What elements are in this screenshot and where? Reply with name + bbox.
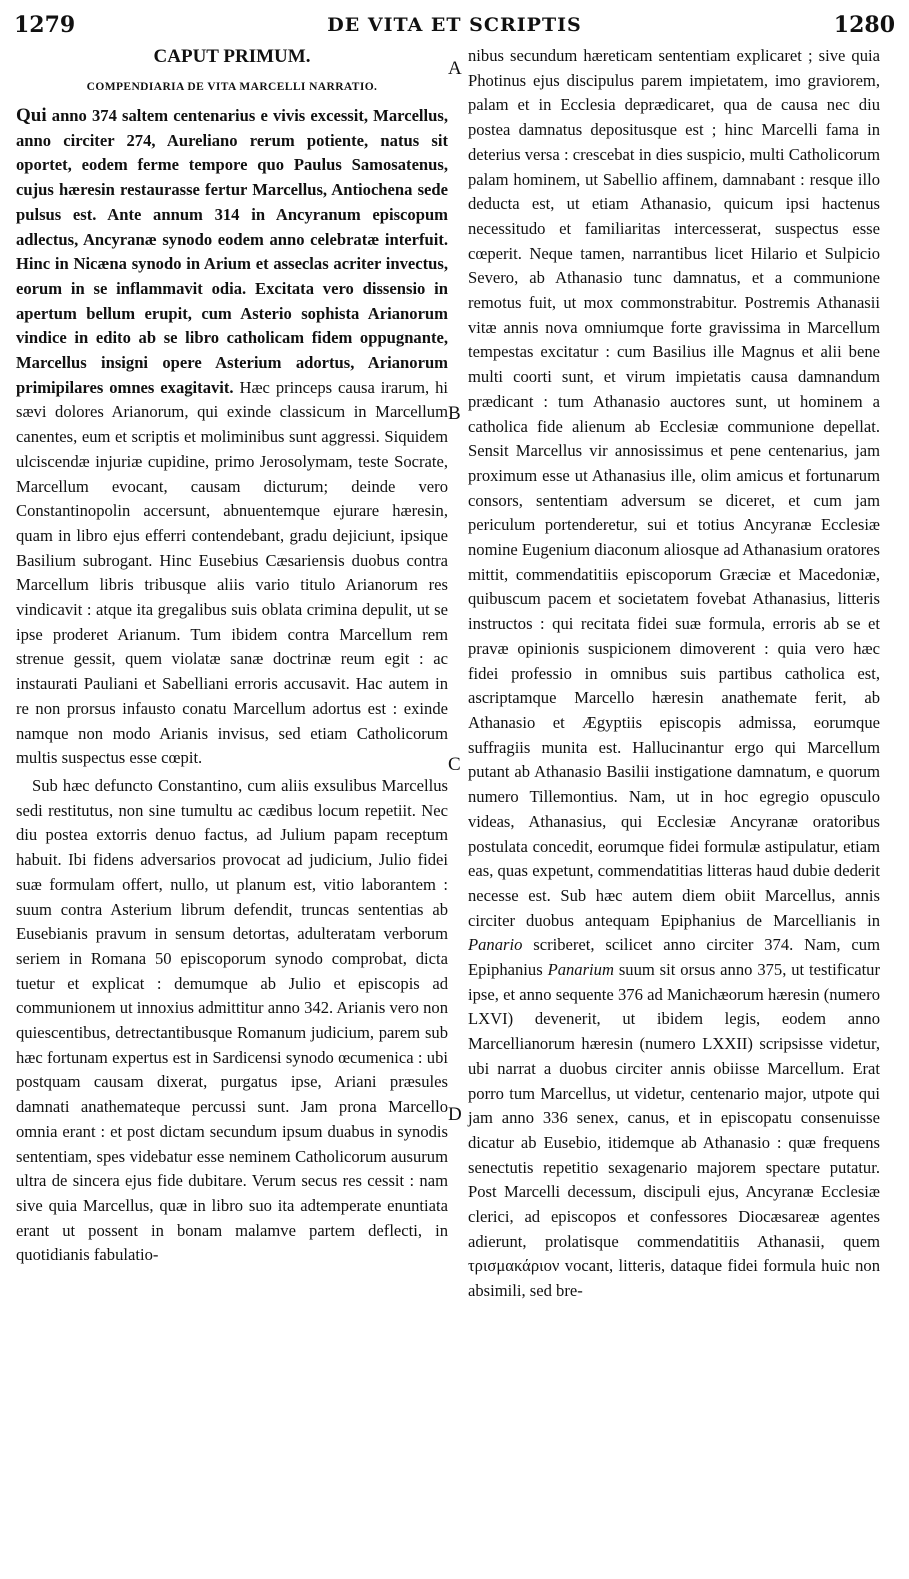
right-column	[468, 44, 880, 1304]
paragraph-2: Sub hæc defuncto Constantino, cum aliis exsulibus Marcellus sedi restitutus, non sine tumultu ac cædibus locum repetiit. Nec diu postea extorris denuo factus, ad Julium papam receptum habuit. Ibi fidens adversarios provocat ad judicium, Julio fidei suæ formulam offert, nullo, ut planum est, vitio laborantem : suum contra Asterium librum defendit, truncas sententias ab Eusebianis pravum in sensum detortas, adulteratam verborum seriem in Romana 50 episcoporum synodo comprobat, dicta tuetur et explicat : demumque ab Julio et episcopis ad communionem ut innoxius admittitur anno 342. Arianis vero non quiescentibus, detrectantibusque Romanum judicium, parem sub hæc fortunam expertus est in Sardicensi synodo œcumenica : ubi postquam causam dixerat, purgatus ipse, Ariani præsules damnati anathemateque percussi sunt. Jam prona Marcello omnia erant : et post dictam secundum ipsum duabus in synodis sententiam, spes videbatur esse neminem Catholicorum ausurum ultra de sincera ejus fide dubitare. Verum secus res cessit : nam sive quia Marcellus, quæ in libro suo ita adtemperate enuntiata erant ut possent in bonam malamve partem deflecti, in quotidianis fabulatio-	[16, 775, 448, 1265]
paragraph-1	[16, 104, 448, 771]
margin-marker-b: B	[448, 403, 461, 424]
margin-marker-a: A	[448, 58, 462, 79]
paragraph-1-text: Hæc princeps causa irarum, hi sævi dolores Arianorum, qui exinde classicum in Marcellum canentes, eum et scriptis et moliminibus sunt aggressi. Siquidem ulciscendæ injuriæ cupidine, primo Jerosolymam, teste Socrate, Marcellum evocant, causam dicturum; deinde vero Constantinopolin accersunt, abnuentemque ejurare hæresin, quam in libro ejus efferri contendebant, gradu dejiciunt, ipsique Basilium subrogant. Hinc Eusebius Cæsariensis duobus contra Marcellum libris tribusque aliis vario titulo Arianorum res vindicavit : atque ita gregalibus suis oblata crimina depulit, ut se ipse proderet Arianum. Tum ibidem contra Marcellum rem strenue gessit, quem violatæ sanæ doctrinæ reum egit : ac instaurati Pauliani et Sabelliani erroris accusavit. Hac autem in re non prorsus infausto conatu Marcellum adortus est : exinde namque non modo Arianis invisus, sed etiam Catholicorum multis suspectus esse cœpit.	[16, 377, 448, 768]
page-number-left: 1279	[14, 12, 76, 38]
margin-marker-d: D	[448, 1104, 462, 1125]
running-title: DE VITA ET SCRIPTIS	[327, 14, 582, 36]
right-text-part-2: scriberet, scilicet anno circiter 374. Nam, cum Epiphanius	[468, 935, 880, 980]
paragraph-1-bold-run: anno 374 saltem centenarius e vivis excessit, Marcellus, anno circiter 274, Aureliano rerum potiente, natus sit oportet, eodem ferme tempore quo Paulus Samosatenus, cujus hæresin restaurasse fertur Marcellus, Antiochena sede pulsus est. Ante annum 314 in Ancyranum episcopum adlectus, Ancyranæ synodo eodem anno celebratæ interfuit. Hinc in Nicæna synodo in Arium et asseclas acriter invectus, eorum in se inflammavit odia. Excitata vero dissensio in apertum bellum erupit, cum Asterio sophista Arianorum vindice in edito ab se libro catholicam fidem oppugnante, Marcellus insigni opere Asterium adortus, Arianorum primipilares omnes exagitavit.	[16, 106, 448, 397]
margin-marker-c: C	[448, 754, 461, 775]
initial-word: Qui	[16, 105, 47, 126]
chapter-subheading: COMPENDIARIA DE VITA MARCELLI NARRATIO.	[86, 81, 378, 93]
italic-panarium: Panarium	[547, 960, 614, 980]
right-text-part-3: suum sit orsus anno 375, ut testificatur ipse, et anno sequente 376 ad Manichæorum hæresin (numero LXVI) devenerit, ut ibidem legis, eodem anno Marcellianorum hæresin (numero LXXII) scripsisse videtur, ubi narrat a duobus circiter annis obiisse Marcellum. Erat porro tum Marcellus, ut videtur, centenario major, utpote qui jam anno 336 senex, canus, et in episcopatu consenuisse dicatur ab Eusebio, itidemque ab Athanasio : quæ frequens senectutis repetitio sexagenario majorem spectare putatur. Post Marcelli decessum, discipuli ejus, Ancyranæ Ecclesiæ clerici, ad episcopos et confessores Diocæsareæ agentes adierunt, prolatisque commendatitiis Athanasii, quem τρισμακάριον vocant, litteris, dataque fidei formula huic non absimili, sed bre-	[468, 960, 880, 1301]
page-number-right: 1280	[833, 12, 895, 38]
italic-panario: Panario	[468, 935, 523, 955]
right-column-text	[468, 44, 880, 1304]
right-text-part-1: nibus secundum hæreticam sententiam explicaret ; sive quia Photinus ejus discipulus parem impietatem, imo graviorem, palam et in Ecclesia deprædicaret, qua de causa nec diu postea damnatus depositusque est ; hinc Marcelli fama in deterius versa : crescebat in dies suspicio, multi Catholicorum palam hominem, ut Sabellio affinem, damnabant : resque illo deducta est, ut etiam Athanasio, quicum ipsi hactenus necessitudo et familiaritas intercesserat, suspectus esse cœperit. Neque tamen, narrantibus licet Hilario et Sulpicio Severo, ab Athanasio tunc damnatus, et a communione remotus fuit, ut mox commonstrabitur. Postremis Athanasii vitæ annis nova omniumque forte gravissima in Marcellum tempestas excitatur : cum Basilius ille Magnus et alii bene multi coorti sunt, et virum impietatis causa damnandum prædicant : tum Athanasio auctores sunt, ut hominem a catholica fide alienum ab Ecclesiæ communione depellat. Sensit Marcellus vir annosissimus et pene centenarius, jam proximum esse ut Athanasius ille, olim amicus et fortunarum consors, sententiam adversum se diceret, et cum jam periculum portenderetur, sui et totius Ancyranæ Ecclesiæ nomine Eugenium diaconum aliosque ad Athanasium oratores mittit, commendatitiis episcoporum Græciæ et Macedoniæ, quibuscum pacem et societatem fovebat Athanasius, litteris instructos : qui recitata fidei suæ formula, erroris ab se et pravæ opinionis suspicionem dimoverent : quia vero hæc fidei professio in omnibus suis partibus catholica est, ascriptamque Marcello hæresin anathemate ferit, ab Athanasio et Ægyptiis episcopis admissa, eorumque suffragiis munita est. Hallucinantur ergo qui Marcellum putant ab Athanasio Basilii instigatione damnatum, e quorum numero Tillemontius. Nam, ut in hoc egregio opusculo videas, Athanasius, qui Ecclesiæ Ancyranæ oratoribus postulata concedit, eorumque fidei formulæ astipulatur, etiam eas, quas expetunt, commendatitias litteras haud dubie dederit necesse est. Sub hæc autem diem obiit Marcellus, annis circiter duobus antequam Epiphanius de Marcellianis in	[468, 46, 880, 930]
chapter-heading: CAPUT PRIMUM.	[153, 46, 311, 67]
running-head	[14, 12, 895, 42]
left-column	[16, 44, 448, 1268]
